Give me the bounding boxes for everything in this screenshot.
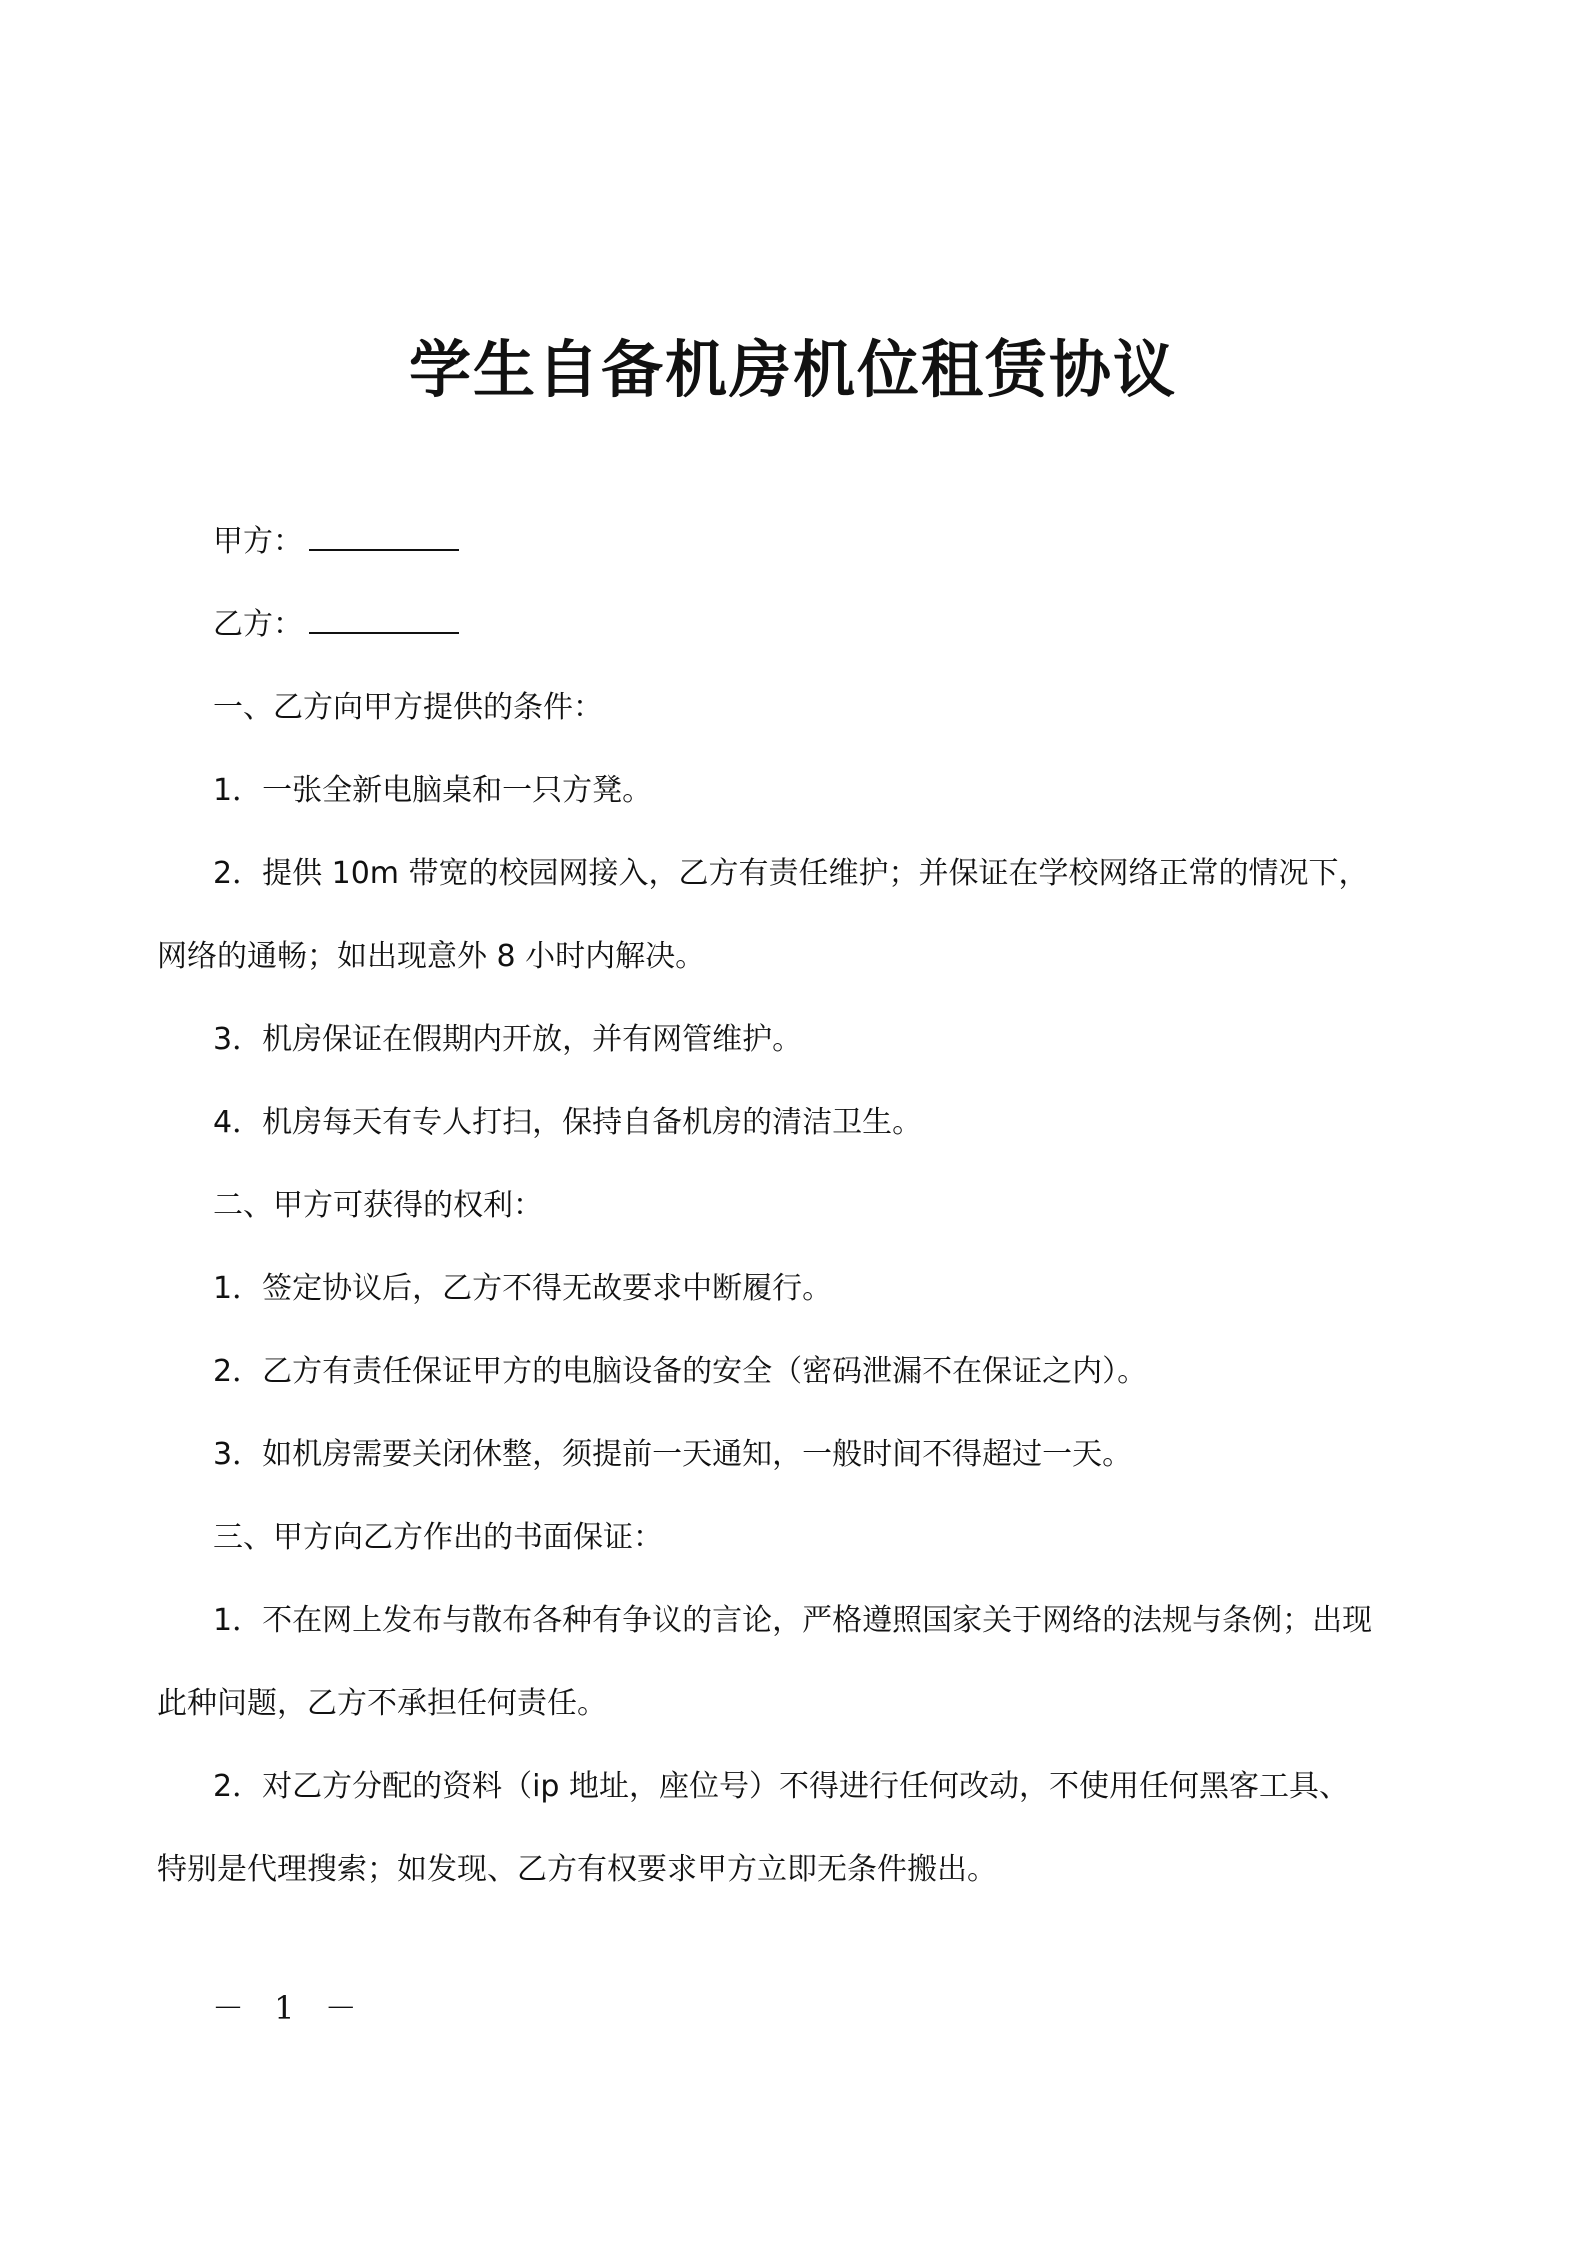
section-heading-3: 三、甲方向乙方作出的书面保证： (213, 1520, 663, 1555)
clause-2-2: 2．乙方有责任保证甲方的电脑设备的安全（密码泄漏不在保证之内）。 (213, 1354, 1148, 1389)
clause-1-2-continued: 网络的通畅；如出现意外 8 小时内解决。 (157, 939, 706, 974)
clause-1-2: 2．提供 10m 带宽的校园网接入，乙方有责任维护；并保证在学校网络正常的情况下， (213, 856, 1369, 891)
clause-2-1: 1．签定协议后，乙方不得无故要求中断履行。 (213, 1271, 833, 1306)
party-a-line (213, 500, 1393, 583)
clause-3-1: 1．不在网上发布与散布各种有争议的言论，严格遵照国家关于网络的法规与条例；出现 (213, 1603, 1373, 1638)
page-number: － 1 － (212, 1989, 367, 2027)
section-heading-2: 二、甲方可获得的权利： (213, 1188, 543, 1223)
clause-3-1-continued: 此种问题，乙方不承担任何责任。 (157, 1686, 607, 1721)
section-heading-1: 一、乙方向甲方提供的条件： (213, 690, 603, 725)
clause-1-4: 4．机房每天有专人打扫，保持自备机房的清洁卫生。 (213, 1105, 923, 1140)
clause-2-3: 3．如机房需要关闭休整，须提前一天通知，一般时间不得超过一天。 (213, 1437, 1133, 1472)
party-b-line (213, 583, 1393, 666)
document-body (157, 500, 1393, 1911)
document-title: 学生自备机房机位租赁协议 (408, 333, 1177, 406)
party-b-label: 乙方： (213, 607, 303, 642)
party-a-blank (309, 521, 459, 551)
clause-1-1: 1．一张全新电脑桌和一只方凳。 (213, 773, 653, 808)
party-b-blank (309, 604, 459, 634)
clause-3-2-continued: 特别是代理搜索；如发现、乙方有权要求甲方立即无条件搬出。 (157, 1852, 997, 1887)
party-a-label: 甲方： (213, 524, 303, 559)
clause-3-2: 2．对乙方分配的资料（ip 地址，座位号）不得进行任何改动，不使用任何黑客工具、 (213, 1769, 1349, 1804)
clause-1-3: 3．机房保证在假期内开放，并有网管维护。 (213, 1022, 803, 1057)
